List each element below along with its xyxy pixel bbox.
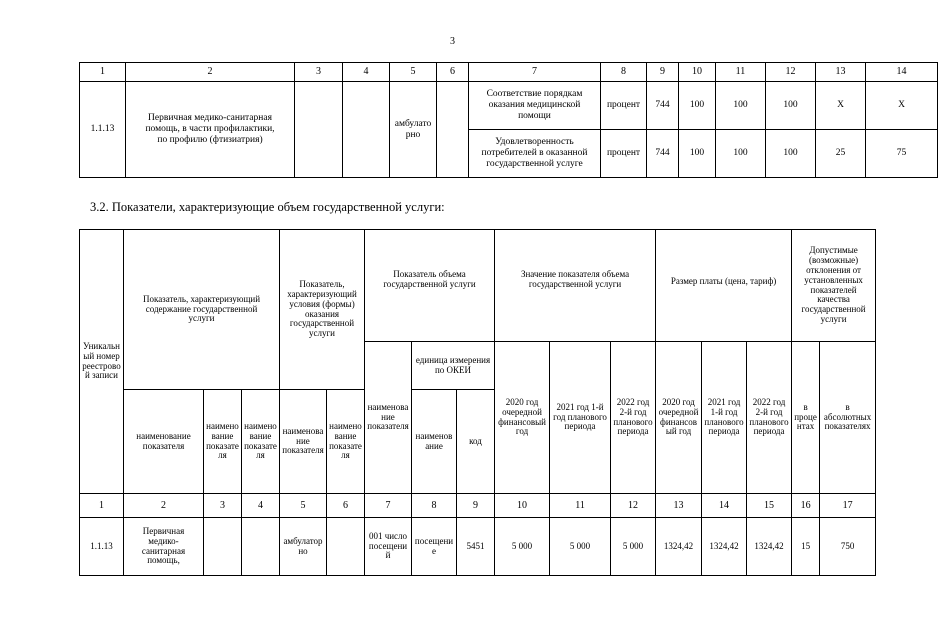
column-number: 9: [457, 494, 495, 518]
column-number: 14: [702, 494, 747, 518]
fee-group-header: Размер платы (цена, тариф): [656, 230, 792, 342]
empty-cell: [343, 82, 390, 178]
table1-header-cell: 7: [469, 63, 601, 82]
column-number: 7: [365, 494, 412, 518]
value-2022: 5 000: [611, 518, 656, 576]
table1-header-cell: 3: [295, 63, 343, 82]
column-number: 15: [747, 494, 792, 518]
deviation-percent: 25: [816, 130, 866, 178]
column-number: 8: [412, 494, 457, 518]
column-number: 16: [792, 494, 820, 518]
value-2021: 100: [716, 130, 766, 178]
table-row: [80, 82, 938, 130]
service-description: Первичная медико-санитарная помощь,: [124, 518, 204, 576]
okei-code: 744: [647, 130, 679, 178]
okei-code-header: код: [457, 390, 495, 494]
table1-header-cell: 4: [343, 63, 390, 82]
fee-2020: 1324,42: [656, 518, 702, 576]
volume-group-header: Показатель объема государственной услуги: [365, 230, 495, 342]
okei-unit-header: единица измерения по ОКЕИ: [412, 342, 495, 390]
unit-code: 5451: [457, 518, 495, 576]
empty-cell: [204, 518, 242, 576]
value-2020-header: 2020 год очередной финансовый год: [495, 342, 550, 494]
table1-header-row: [80, 63, 938, 82]
table1-header-cell: 1: [80, 63, 126, 82]
table1-header-cell: 10: [679, 63, 716, 82]
volume-indicators-table: [79, 229, 876, 576]
unique-number-header: Уникальный номер реестровой записи: [80, 230, 124, 494]
table2-header-row: [80, 230, 876, 342]
deviation-group-header: Допустимые (возможные) отклонения от установленных показателей качества государственной услуги: [792, 230, 876, 342]
value-group-header: Значение показателя объема государственной услуги: [495, 230, 656, 342]
okei-code: 744: [647, 82, 679, 130]
empty-cell: [295, 82, 343, 178]
empty-cell: [327, 518, 365, 576]
indicator-name: Соответствие порядкам оказания медицинской помощи: [469, 82, 601, 130]
empty-cell: [437, 82, 469, 178]
deviation-percent: 15: [792, 518, 820, 576]
value-2022: 100: [766, 130, 816, 178]
fee-2021: 1324,42: [702, 518, 747, 576]
fee-2020-header: 2020 год очередной финансовый год: [656, 342, 702, 494]
table1-header-cell: 12: [766, 63, 816, 82]
column-number: 2: [124, 494, 204, 518]
table1-header-cell: 8: [601, 63, 647, 82]
fee-2022-header: 2022 год 2-й год планового периода: [747, 342, 792, 494]
indicator-name-header: наименование показателя: [242, 390, 280, 494]
column-number: 11: [550, 494, 611, 518]
empty-cell: [242, 518, 280, 576]
table1-header-cell: 9: [647, 63, 679, 82]
unit-name: посещение: [412, 518, 457, 576]
table1-header-cell: 2: [126, 63, 295, 82]
value-2021-header: 2021 год 1-й год планового периода: [550, 342, 611, 494]
deviation-absolute: 750: [820, 518, 876, 576]
page-number: 3: [450, 36, 455, 47]
column-number: 1: [80, 494, 124, 518]
deviation-absolute-header: в абсолютных показателях: [820, 342, 876, 494]
value-2020: 100: [679, 130, 716, 178]
content-group-header: Показатель, характеризующий содержание государственной услуги: [124, 230, 280, 390]
value-2020: 100: [679, 82, 716, 130]
column-number: 5: [280, 494, 327, 518]
fee-2022: 1324,42: [747, 518, 792, 576]
indicator-name-header: наименование показателя: [327, 390, 365, 494]
conditions-group-header: Показатель, характеризующий условия (формы) оказания государственной услуги: [280, 230, 365, 390]
deviation-percent-header: в процентах: [792, 342, 820, 494]
column-number: 4: [242, 494, 280, 518]
column-number: 6: [327, 494, 365, 518]
registry-code: 1.1.13: [80, 518, 124, 576]
service-form: амбулаторно: [390, 82, 437, 178]
table-row: [80, 518, 876, 576]
table1-header-cell: 14: [866, 63, 938, 82]
value-2021: 5 000: [550, 518, 611, 576]
deviation-percent: Х: [816, 82, 866, 130]
indicator-name-header: наименование показателя: [124, 390, 204, 494]
indicator-unit: процент: [601, 130, 647, 178]
table1-header-cell: 13: [816, 63, 866, 82]
value-2022: 100: [766, 82, 816, 130]
deviation-absolute: 75: [866, 130, 938, 178]
registry-code: 1.1.13: [80, 82, 126, 178]
column-number: 12: [611, 494, 656, 518]
value-2020: 5 000: [495, 518, 550, 576]
column-number: 3: [204, 494, 242, 518]
volume-indicator: 001 число посещений: [365, 518, 412, 576]
indicator-name-header: наименование показателя: [365, 342, 412, 494]
table1-header-cell: 6: [437, 63, 469, 82]
service-form: амбулаторно: [280, 518, 327, 576]
indicator-name-header: наименование показателя: [204, 390, 242, 494]
deviation-absolute: Х: [866, 82, 938, 130]
indicator-name: Удовлетворенность потребителей в оказанной государственной услуге: [469, 130, 601, 178]
service-description: Первичная медико-санитарная помощь, в части профилактики, по профилю (фтизиатрия): [126, 82, 295, 178]
value-2021: 100: [716, 82, 766, 130]
indicator-name-header: наименование показателя: [280, 390, 327, 494]
column-number: 13: [656, 494, 702, 518]
quality-indicators-table: [79, 62, 938, 178]
value-2022-header: 2022 год 2-й год планового периода: [611, 342, 656, 494]
column-number: 17: [820, 494, 876, 518]
section-title: 3.2. Показатели, характеризующие объем государственной услуги:: [90, 200, 445, 214]
table2-number-row: [80, 494, 876, 518]
column-number: 10: [495, 494, 550, 518]
table1-header-cell: 5: [390, 63, 437, 82]
okei-name-header: наименование: [412, 390, 457, 494]
indicator-unit: процент: [601, 82, 647, 130]
fee-2021-header: 2021 год 1-й год планового периода: [702, 342, 747, 494]
table1-header-cell: 11: [716, 63, 766, 82]
